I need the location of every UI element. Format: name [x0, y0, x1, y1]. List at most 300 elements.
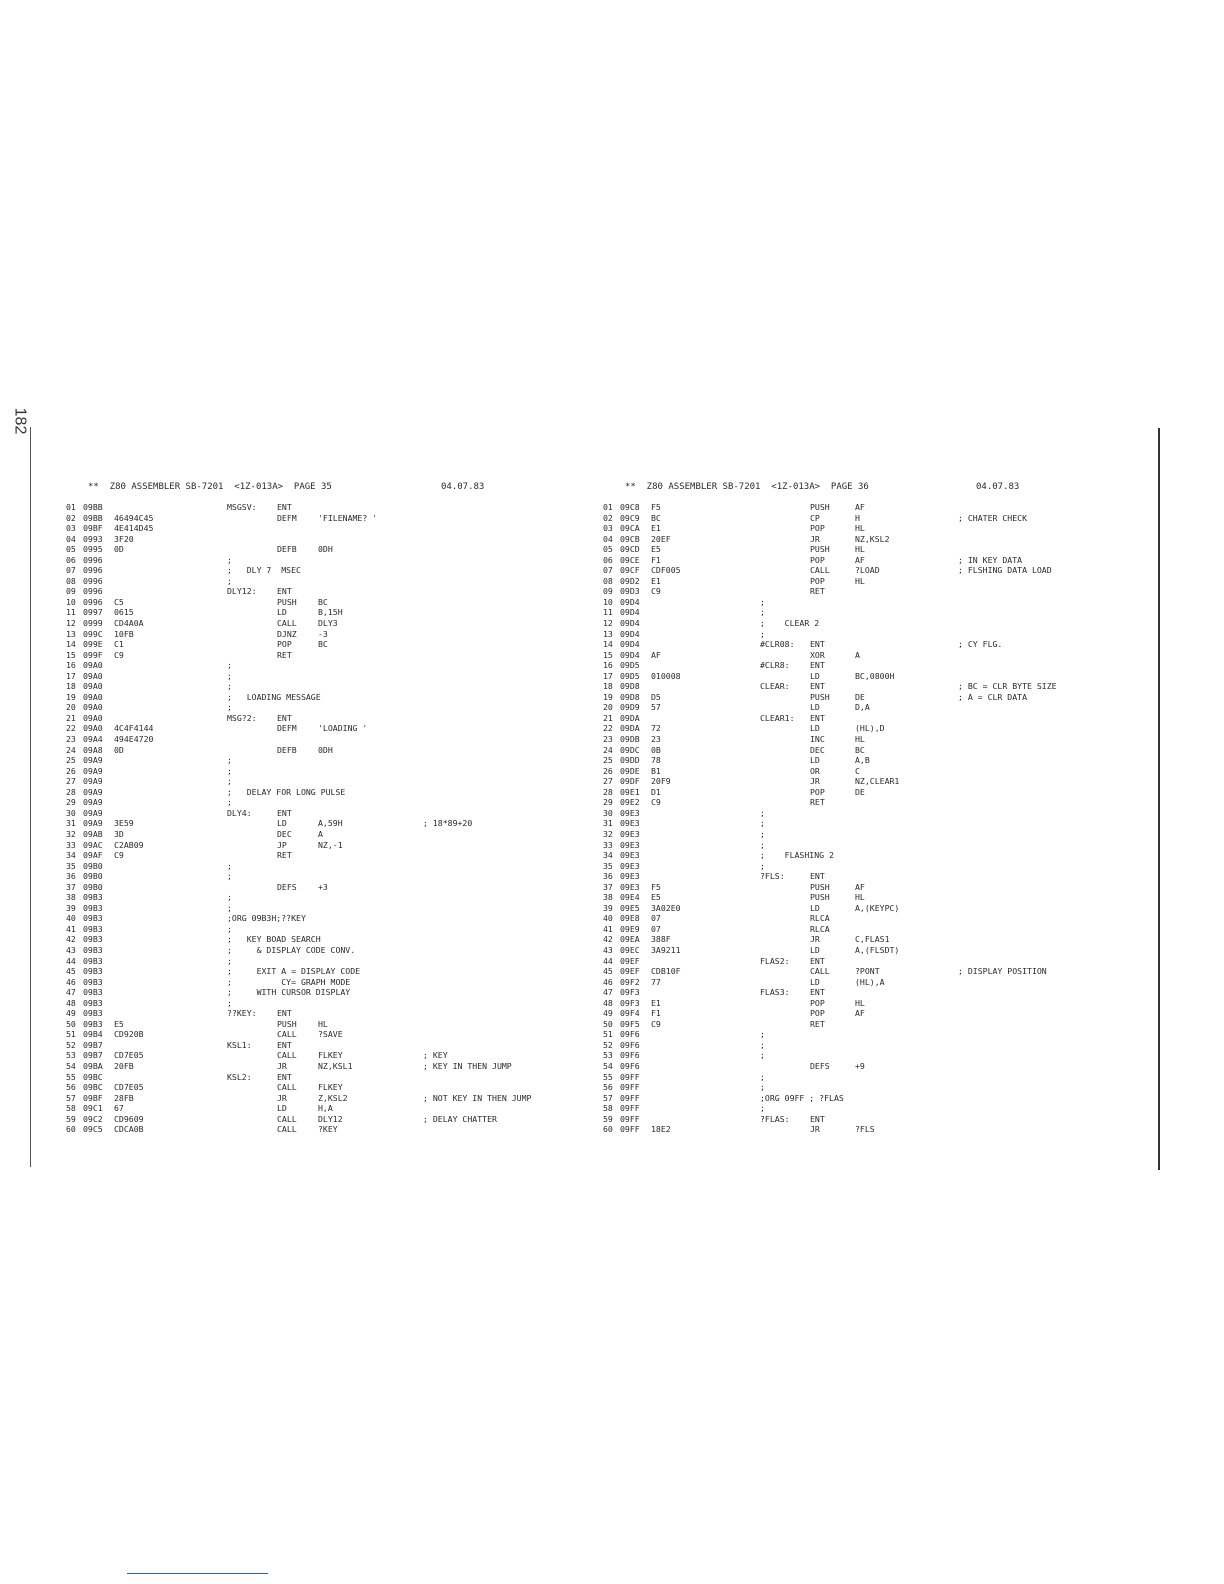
label: ; [227, 860, 232, 871]
line-number: 33 [66, 839, 76, 850]
opcode: RET [810, 797, 825, 808]
line-number: 28 [603, 786, 613, 797]
opcode: LD [810, 902, 820, 913]
address: 09DE [620, 765, 640, 776]
label: ?FLAS: [760, 1113, 790, 1124]
listing-line [66, 840, 586, 851]
line-number: 39 [66, 902, 76, 913]
line-number: 56 [603, 1082, 613, 1093]
listing-line [66, 945, 586, 956]
listing-line [66, 1050, 586, 1061]
address: 0997 [83, 607, 103, 618]
label: ; [227, 554, 232, 565]
address: 09A9 [83, 765, 103, 776]
address: 09F3 [620, 997, 640, 1008]
opcode: ENT [810, 871, 825, 882]
listing-line [66, 639, 586, 650]
listing-line [66, 502, 586, 513]
line-number: 18 [66, 681, 76, 692]
operand: C,FLAS1 [855, 934, 890, 945]
operand: +3 [318, 881, 328, 892]
listing-line [66, 1124, 586, 1135]
object-code: CDCA0B [114, 1124, 144, 1135]
listing-line [603, 998, 1123, 1009]
address: 09A9 [83, 807, 103, 818]
listing-line [603, 787, 1123, 798]
operand: HL [318, 1018, 328, 1029]
address: 09E8 [620, 913, 640, 924]
address: 09A0 [83, 723, 103, 734]
listing-line [66, 523, 586, 534]
object-code: D5 [651, 691, 661, 702]
opcode: PUSH [810, 544, 830, 555]
address: 09D4 [620, 618, 640, 629]
line-number: 52 [66, 1039, 76, 1050]
line-number: 09 [603, 586, 613, 597]
object-code: BC [651, 512, 661, 523]
opcode: ENT [810, 712, 825, 723]
address: 09B3 [83, 923, 103, 934]
line-number: 08 [66, 575, 76, 586]
address: 09F2 [620, 976, 640, 987]
line-number: 50 [66, 1018, 76, 1029]
address: 0993 [83, 533, 103, 544]
line-number: 54 [603, 1060, 613, 1071]
address: 09A0 [83, 691, 103, 702]
label: ; DELAY FOR LONG PULSE [227, 786, 346, 797]
listing-line [603, 924, 1123, 935]
opcode: RET [277, 850, 292, 861]
opcode: ENT [810, 1113, 825, 1124]
opcode: ENT [277, 586, 292, 597]
listing-date: 04.07.83 [976, 482, 1020, 492]
address: 09A0 [83, 660, 103, 671]
line-number: 52 [603, 1039, 613, 1050]
address: 09A0 [83, 702, 103, 713]
address: 09F6 [620, 1029, 640, 1040]
address: 09D9 [620, 702, 640, 713]
label: ; EXIT A = DISPLAY CODE [227, 966, 361, 977]
line-number: 57 [66, 1092, 76, 1103]
label: ; [227, 902, 232, 913]
listing-line [603, 745, 1123, 756]
opcode: RLCA [810, 923, 830, 934]
operand: DE [855, 691, 865, 702]
line-number: 09 [66, 586, 76, 597]
line-number: 24 [66, 744, 76, 755]
line-number: 06 [66, 554, 76, 565]
address: 09DB [620, 734, 640, 745]
line-number: 08 [603, 575, 613, 586]
object-code: CD920B [114, 1029, 144, 1040]
object-code: C2AB09 [114, 839, 144, 850]
line-number: 43 [66, 944, 76, 955]
label: ; [760, 1039, 765, 1050]
line-number: 44 [603, 955, 613, 966]
label: ; [760, 1082, 765, 1093]
operand: HL [855, 997, 865, 1008]
line-number: 48 [66, 997, 76, 1008]
address: 0996 [83, 586, 103, 597]
line-number: 59 [66, 1113, 76, 1124]
opcode: CALL [277, 1029, 297, 1040]
listing-line [603, 956, 1123, 967]
listing-line [66, 766, 586, 777]
listing-lines [603, 502, 1123, 1135]
listing-line [603, 734, 1123, 745]
opcode: POP [810, 786, 825, 797]
address: 09E1 [620, 786, 640, 797]
address: 09E3 [620, 850, 640, 861]
opcode: ENT [277, 712, 292, 723]
object-code: 72 [651, 723, 661, 734]
operand: FLKEY [318, 1050, 343, 1061]
opcode: LD [810, 702, 820, 713]
operand: ?PONT [855, 966, 880, 977]
object-code: 494E4720 [114, 734, 154, 745]
comment: ; DELAY CHATTER [423, 1113, 497, 1124]
opcode: ENT [810, 987, 825, 998]
address: 0995 [83, 544, 103, 555]
address: 0996 [83, 554, 103, 565]
footnote-rule [127, 1573, 268, 1574]
address: 09A9 [83, 797, 103, 808]
comment: ; CY FLG. [958, 639, 1003, 650]
label: ; LOADING MESSAGE [227, 691, 321, 702]
address: 09E4 [620, 892, 640, 903]
object-code: C9 [114, 850, 124, 861]
operand: A [318, 828, 323, 839]
operand: H,A [318, 1103, 333, 1114]
line-number: 17 [603, 670, 613, 681]
label: ; [227, 755, 232, 766]
address: 09B3 [83, 997, 103, 1008]
address: 09D4 [620, 596, 640, 607]
listing-line [66, 892, 586, 903]
listing-line [603, 871, 1123, 882]
address: 09D8 [620, 691, 640, 702]
label: ;ORG 09B3H;??KEY [227, 913, 306, 924]
operand: ?LOAD [855, 565, 880, 576]
listing-line [66, 607, 586, 618]
page-number: 182 [11, 407, 29, 435]
address: 09BB [83, 512, 103, 523]
opcode: POP [810, 1008, 825, 1019]
operand: NZ,CLEAR1 [855, 776, 900, 787]
listing-line [603, 882, 1123, 893]
line-number: 13 [603, 628, 613, 639]
address: 09FF [620, 1103, 640, 1114]
label: CLEAR1: [760, 712, 795, 723]
line-number: 07 [66, 565, 76, 576]
line-number: 29 [603, 797, 613, 808]
object-code: 07 [651, 923, 661, 934]
object-code: 20FB [114, 1060, 134, 1071]
address: 09BF [83, 523, 103, 534]
opcode: JR [810, 934, 820, 945]
opcode: DJNZ [277, 628, 297, 639]
opcode: LD [277, 607, 287, 618]
listing-line [66, 745, 586, 756]
opcode: JP [277, 839, 287, 850]
listing-line [603, 808, 1123, 819]
listing-line [603, 818, 1123, 829]
listing-line [603, 639, 1123, 650]
opcode: DEFM [277, 512, 297, 523]
listing-line [603, 1103, 1123, 1114]
address: 099F [83, 649, 103, 660]
operand: DE [855, 786, 865, 797]
opcode: JR [810, 533, 820, 544]
line-number: 35 [603, 860, 613, 871]
line-number: 38 [66, 892, 76, 903]
label: ; & DISPLAY CODE CONV. [227, 944, 356, 955]
listing-line [603, 934, 1123, 945]
operand: 0DH [318, 544, 333, 555]
line-number: 01 [66, 502, 76, 512]
listing-line [603, 544, 1123, 555]
line-number: 11 [66, 607, 76, 618]
label: ?FLS: [760, 871, 785, 882]
label: ; KEY BOAD SEARCH [227, 934, 321, 945]
line-number: 12 [66, 618, 76, 629]
listing-page-35 [66, 482, 586, 1135]
opcode: JR [277, 1060, 287, 1071]
line-number: 37 [66, 881, 76, 892]
line-number: 31 [66, 818, 76, 829]
object-code: 07 [651, 913, 661, 924]
line-number: 45 [66, 966, 76, 977]
listing-line [66, 998, 586, 1009]
comment: ; KEY [423, 1050, 448, 1061]
object-code: 20EF [651, 533, 671, 544]
address: 09D3 [620, 586, 640, 597]
line-number: 24 [603, 744, 613, 755]
listing-line [603, 576, 1123, 587]
comment: ; BC = CLR BYTE SIZE [958, 681, 1057, 692]
line-number: 36 [66, 871, 76, 882]
address: 09D4 [620, 639, 640, 650]
listing-line [603, 1040, 1123, 1051]
address: 09DD [620, 755, 640, 766]
listing-line [66, 1093, 586, 1104]
address: 09CD [620, 544, 640, 555]
listing-line [66, 1029, 586, 1040]
listing-page-36 [603, 482, 1123, 1135]
address: 09C8 [620, 502, 640, 512]
address: 09A0 [83, 681, 103, 692]
listing-line [603, 766, 1123, 777]
opcode: ENT [277, 1008, 292, 1019]
line-number: 41 [603, 923, 613, 934]
label: ; [227, 997, 232, 1008]
opcode: OR [810, 765, 820, 776]
address: 09EF [620, 955, 640, 966]
object-code: 10FB [114, 628, 134, 639]
label: ??KEY: [227, 1008, 257, 1019]
listing-line [603, 1008, 1123, 1019]
operand: AF [855, 554, 865, 565]
line-number: 33 [603, 839, 613, 850]
line-number: 19 [66, 691, 76, 702]
listing-line [603, 555, 1123, 566]
label: ; [227, 923, 232, 934]
label: ; [227, 660, 232, 671]
label: ; [760, 596, 765, 607]
line-number: 34 [66, 850, 76, 861]
address: 09B3 [83, 987, 103, 998]
operand: B,15H [318, 607, 343, 618]
listing-line [66, 1103, 586, 1114]
address: 09B0 [83, 881, 103, 892]
line-number: 21 [603, 712, 613, 723]
opcode: CALL [277, 1124, 297, 1135]
address: 09C5 [83, 1124, 103, 1135]
address: 09BA [83, 1060, 103, 1071]
label: ; [760, 1029, 765, 1040]
address: 09E3 [620, 871, 640, 882]
line-number: 02 [603, 512, 613, 523]
operand: A [855, 649, 860, 660]
listing-line [66, 1008, 586, 1019]
listing-line [66, 576, 586, 587]
listing-line [603, 797, 1123, 808]
label: ; [227, 871, 232, 882]
listing-line [603, 776, 1123, 787]
listing-line [66, 692, 586, 703]
opcode: ENT [277, 1039, 292, 1050]
operand: ?FLS [855, 1124, 875, 1135]
object-code: 20F9 [651, 776, 671, 787]
listing-line [603, 607, 1123, 618]
right-margin-rule [1158, 428, 1160, 1170]
address: 09C1 [83, 1103, 103, 1114]
address: 09DC [620, 744, 640, 755]
label: ; DLY 7 MSEC [227, 565, 301, 576]
label: ; [227, 892, 232, 903]
listing-line [66, 924, 586, 935]
opcode: DEFM [277, 723, 297, 734]
object-code: CD4A0A [114, 618, 144, 629]
object-code: C5 [114, 596, 124, 607]
line-number: 28 [66, 786, 76, 797]
listing-line [603, 597, 1123, 608]
address: 09F3 [620, 987, 640, 998]
line-number: 07 [603, 565, 613, 576]
address: 09A9 [83, 776, 103, 787]
label: ; [227, 797, 232, 808]
listing-line [66, 776, 586, 787]
address: 09BF [83, 1092, 103, 1103]
listing-line [603, 671, 1123, 682]
line-number: 60 [66, 1124, 76, 1135]
address: 09FF [620, 1071, 640, 1082]
listing-line [66, 829, 586, 840]
label: ; [760, 1071, 765, 1082]
address: 09E3 [620, 807, 640, 818]
address: 09E5 [620, 902, 640, 913]
label: KSL2: [227, 1071, 252, 1082]
listing-line [603, 702, 1123, 713]
line-number: 14 [603, 639, 613, 650]
object-code: 28FB [114, 1092, 134, 1103]
address: 099C [83, 628, 103, 639]
listing-line [603, 755, 1123, 766]
object-code: CDF005 [651, 565, 681, 576]
line-number: 50 [603, 1018, 613, 1029]
object-code: C9 [651, 797, 661, 808]
label: ; [227, 670, 232, 681]
address: 09B3 [83, 934, 103, 945]
operand: AF [855, 1008, 865, 1019]
listing-line [603, 534, 1123, 545]
listing-line [603, 1050, 1123, 1061]
line-number: 47 [66, 987, 76, 998]
object-code: C9 [651, 586, 661, 597]
operand: NZ,-1 [318, 839, 343, 850]
object-code: F1 [651, 1008, 661, 1019]
opcode: JR [810, 776, 820, 787]
line-number: 06 [603, 554, 613, 565]
operand: HL [855, 523, 865, 534]
object-code: E5 [114, 1018, 124, 1029]
label: MSG?2: [227, 712, 257, 723]
listing-line [603, 840, 1123, 851]
address: 09D5 [620, 670, 640, 681]
listing-line [603, 629, 1123, 640]
address: 09FF [620, 1082, 640, 1093]
line-number: 34 [603, 850, 613, 861]
operand: BC,0800H [855, 670, 895, 681]
operand: 0DH [318, 744, 333, 755]
line-number: 54 [66, 1060, 76, 1071]
operand: ?SAVE [318, 1029, 343, 1040]
opcode: ENT [277, 502, 292, 512]
listing-line [603, 1093, 1123, 1104]
opcode: LD [810, 670, 820, 681]
line-number: 46 [603, 976, 613, 987]
address: 09B3 [83, 913, 103, 924]
line-number: 31 [603, 818, 613, 829]
listing-line [603, 692, 1123, 703]
listing-line [66, 956, 586, 967]
address: 09F6 [620, 1050, 640, 1061]
line-number: 49 [66, 1008, 76, 1019]
opcode: PUSH [277, 1018, 297, 1029]
address: 09C2 [83, 1113, 103, 1124]
opcode: CALL [810, 565, 830, 576]
listing-line [603, 713, 1123, 724]
opcode: JR [277, 1092, 287, 1103]
listing-header [66, 482, 586, 496]
listing-line [66, 755, 586, 766]
object-code: F5 [651, 881, 661, 892]
label: KSL1: [227, 1039, 252, 1050]
label: CLEAR: [760, 681, 790, 692]
line-number: 04 [66, 533, 76, 544]
listing-line [603, 618, 1123, 629]
opcode: ENT [810, 681, 825, 692]
opcode: DEFB [277, 544, 297, 555]
opcode: DEFS [277, 881, 297, 892]
operand: HL [855, 892, 865, 903]
line-number: 16 [66, 660, 76, 671]
line-number: 18 [603, 681, 613, 692]
address: 0996 [83, 575, 103, 586]
address: 09DA [620, 723, 640, 734]
object-code: 18E2 [651, 1124, 671, 1135]
listing-line [603, 660, 1123, 671]
